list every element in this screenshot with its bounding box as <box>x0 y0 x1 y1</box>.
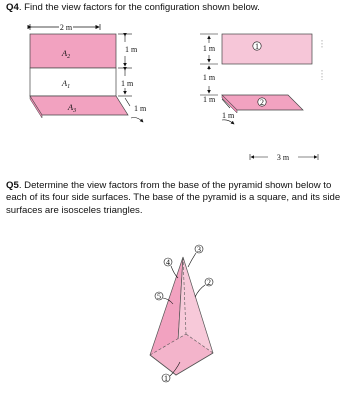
question-5-text: . Determine the view factors from the base of the pyramid shown below to each of its four side surfaces. The base of the pyramid is a square, and its side surfaces are isosceles triangles. <box>6 180 341 216</box>
fig-a-label-a1: $A_1$ <box>61 78 71 90</box>
fig-a-height1-label: 1 m <box>125 45 138 54</box>
fig-b-h3: 1 m <box>203 95 216 104</box>
fig-a-surface-a3 <box>30 96 128 115</box>
fig-a-label-a3: $A_3$ <box>67 102 77 114</box>
question-4-number: Q4 <box>6 2 19 13</box>
pyramid-figure <box>150 245 213 383</box>
pyramid-label-1: 1 <box>164 374 168 383</box>
fig-b-label-2: 2 <box>260 98 264 107</box>
fig-b-depth: 1 m <box>222 111 235 120</box>
fig-a-depth-label: 1 m <box>134 104 147 113</box>
pyramid-label-4: 4 <box>166 258 170 267</box>
fig-b-width: 3 m <box>276 153 290 162</box>
fig-b-label-1: 1 <box>255 42 259 51</box>
pyramid-label-3: 3 <box>197 245 201 254</box>
fig-a-surface-a2 <box>30 34 116 68</box>
fig-b-h2: 1 m <box>202 73 216 82</box>
figure-b <box>200 34 322 162</box>
fig-a-width-label: 2 m <box>59 23 73 32</box>
pyramid-label-2: 2 <box>207 278 211 287</box>
fig-a-label-a2: $A_2$ <box>61 48 71 60</box>
fig-b-h1: 1 m <box>202 44 216 53</box>
fig-a-height2-label: 1 m <box>121 79 134 88</box>
fig-a-surface-a1 <box>30 68 116 96</box>
figure-a <box>30 23 147 122</box>
question-4-text: . Find the view factors for the configuration shown below. <box>18 2 260 13</box>
fig-b-surface-1 <box>222 34 312 64</box>
question-5-number: Q5 <box>6 180 19 191</box>
pyramid-label-5: 5 <box>157 292 161 301</box>
